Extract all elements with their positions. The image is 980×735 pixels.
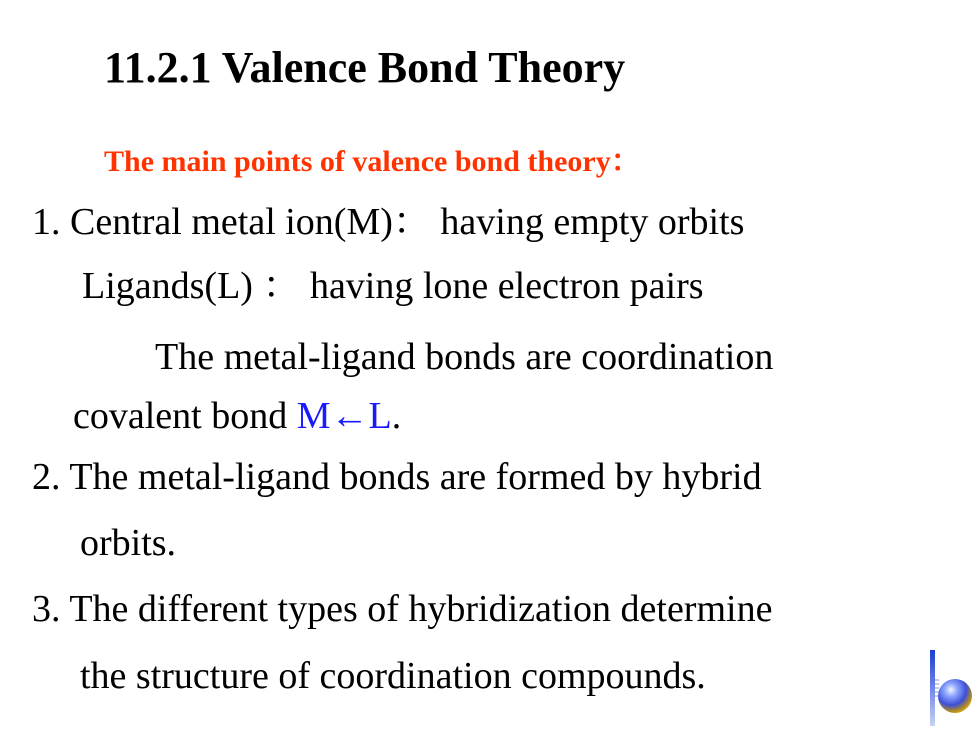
bond-symbol: M←L — [296, 395, 392, 437]
point-1-number: 1 — [32, 201, 51, 243]
point-3-separator: . — [51, 588, 70, 630]
point-2-continuation: orbits. — [80, 522, 177, 564]
point-2-text: The metal-ligand bonds are formed by hybrid — [69, 456, 762, 498]
sphere-logo-icon — [928, 650, 974, 726]
point-2 — [32, 458, 762, 496]
bond-line-1: The metal-ligand bonds are coordination — [155, 336, 774, 378]
point-3 — [32, 590, 772, 628]
bond-line-2 — [73, 397, 401, 435]
point-3-continuation: the structure of coordination compounds. — [80, 655, 706, 697]
bond-line-2-suffix: . — [391, 395, 402, 437]
slide-subtitle: The main points of valence bond theory： — [104, 145, 641, 178]
point-2-number: 2 — [32, 456, 51, 498]
point-1 — [32, 203, 744, 241]
ligands-line: Ligands(L) ： having lone electron pairs — [82, 265, 704, 307]
point-1-separator: . — [51, 201, 70, 243]
point-3-text: The different types of hybridization determine — [69, 588, 773, 630]
point-3-number: 3 — [32, 588, 51, 630]
slide-title: 11.2.1 Valence Bond Theory — [104, 43, 626, 92]
point-1-text: Central metal ion(M)： having empty orbits — [70, 201, 745, 243]
point-2-separator: . — [51, 456, 70, 498]
bond-line-2-prefix: covalent bond — [73, 395, 297, 437]
